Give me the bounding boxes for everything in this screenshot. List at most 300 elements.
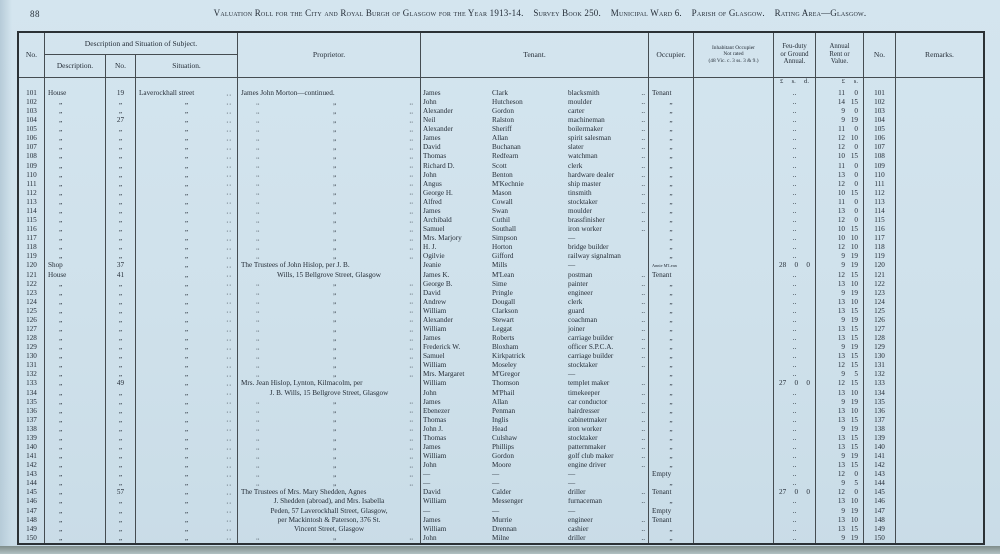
ditto-dots: .. xyxy=(256,397,260,406)
page-edge-shadow-bottom xyxy=(0,546,1000,554)
cell-street-no: 57 xyxy=(106,488,136,497)
cell-rowno: 132 xyxy=(19,370,45,379)
cell-situation: „ .. xyxy=(136,452,238,461)
cell-feu: .. xyxy=(774,343,816,352)
header-feu-line3: Annual. xyxy=(783,58,806,66)
leader-dots: .. xyxy=(641,461,645,470)
cell-rowno-right: 135 xyxy=(864,398,896,407)
cell-occupier: „ xyxy=(649,452,694,461)
cell-street-no: „ xyxy=(106,171,136,180)
cell-rent xyxy=(816,443,864,452)
rent-pounds: 9 xyxy=(841,116,845,125)
cell-remarks xyxy=(896,425,983,434)
table-row xyxy=(19,361,983,370)
cell-rent xyxy=(816,434,864,443)
tenant-forename: Mrs. Margaret xyxy=(423,370,465,379)
tenant-surname: Ralston xyxy=(492,116,514,125)
cell-remarks xyxy=(896,280,983,289)
cell-occupier: „ xyxy=(649,334,694,343)
cell-rowno-right: 123 xyxy=(864,289,896,298)
tenant-forename: Angus xyxy=(423,179,442,188)
ditto-mark: „ xyxy=(333,252,337,261)
cell-feu: .. xyxy=(774,325,816,334)
leader-dots: .. xyxy=(226,343,232,352)
cell-proprietor xyxy=(238,143,421,152)
tenant-occupation: stocktaker xyxy=(568,197,598,206)
cell-situation: „ .. xyxy=(136,343,238,352)
ditto-mark: „ xyxy=(333,397,337,406)
cell-tenant xyxy=(421,425,649,434)
header-tenant: Tenant. xyxy=(421,33,649,77)
rent-shillings: 10 xyxy=(850,234,858,243)
cell-inhabitant xyxy=(694,153,774,162)
ditto-dots: .. xyxy=(409,225,413,234)
page-header xyxy=(0,5,1000,23)
ditto-mark: „ xyxy=(333,279,337,288)
rent-pounds: 12 xyxy=(837,143,845,152)
cell-inhabitant xyxy=(694,107,774,116)
cell-tenant xyxy=(421,416,649,425)
ditto-mark: „ xyxy=(333,98,337,107)
ditto-mark: „ xyxy=(333,470,337,479)
tenant-surname: Cowall xyxy=(492,197,513,206)
tenant-occupation: bridge builder xyxy=(568,243,609,252)
cell-inhabitant xyxy=(694,307,774,316)
cell-occupier: „ xyxy=(649,98,694,107)
page-number: 88 xyxy=(30,9,40,19)
rent-pounds: 9 xyxy=(841,252,845,261)
cell-rowno-right: 122 xyxy=(864,280,896,289)
tenant-forename: James xyxy=(423,207,441,215)
cell-rowno-right: 133 xyxy=(864,380,896,389)
cell-occupier: „ xyxy=(649,407,694,416)
tenant-surname: Thomson xyxy=(492,379,520,388)
header-annual-rent xyxy=(816,33,864,77)
tenant-forename: Andrew xyxy=(423,297,447,306)
cell-occupier: „ xyxy=(649,316,694,325)
cell-tenant xyxy=(421,325,649,334)
ditto-dots: .. xyxy=(409,370,413,379)
cell-occupier: „ xyxy=(649,380,694,389)
table-row xyxy=(19,525,983,534)
rent-shillings: 19 xyxy=(850,452,858,461)
cell-feu: .. xyxy=(774,470,816,479)
table-row xyxy=(19,261,983,270)
cell-tenant xyxy=(421,216,649,225)
header-rent-line3: Value. xyxy=(830,58,849,66)
rent-pounds: 9 xyxy=(841,533,845,542)
cell-proprietor xyxy=(238,298,421,307)
tenant-forename: Samuel xyxy=(423,352,445,361)
leader-dots: .. xyxy=(641,116,645,125)
cell-rent xyxy=(816,89,864,98)
cell-inhabitant xyxy=(694,352,774,361)
cell-tenant xyxy=(421,361,649,370)
cell-rowno-right: 150 xyxy=(864,534,896,543)
tenant-occupation: slater xyxy=(568,143,584,152)
cell-tenant xyxy=(421,352,649,361)
cell-street-no: 49 xyxy=(106,380,136,389)
ditto-dots: .. xyxy=(409,406,413,415)
cell-proprietor xyxy=(238,280,421,289)
cell-rent xyxy=(816,289,864,298)
cell-remarks xyxy=(896,389,983,398)
cell-tenant xyxy=(421,143,649,152)
tenant-occupation: coachman xyxy=(568,315,598,324)
cell-occupier: „ xyxy=(649,416,694,425)
leader-dots: .. xyxy=(226,452,232,461)
tenant-forename: Mrs. Marjory xyxy=(423,234,462,243)
tenant-surname: Gifford xyxy=(492,252,514,261)
cell-remarks xyxy=(896,407,983,416)
cell-rowno: 112 xyxy=(19,189,45,198)
cell-proprietor: James John Morton—continued. xyxy=(238,89,421,98)
ditto-mark: „ xyxy=(333,433,337,442)
cell-street-no: „ xyxy=(106,125,136,134)
header-occupier: Occupier. xyxy=(649,33,694,77)
cell-description: „ xyxy=(45,298,106,307)
rent-pounds: 13 xyxy=(837,170,845,179)
ditto-dots: .. xyxy=(256,424,260,433)
cell-situation: „ .. xyxy=(136,216,238,225)
rent-pounds: 12 xyxy=(837,361,845,370)
cell-feu: .. xyxy=(774,125,816,134)
tenant-surname: Calder xyxy=(492,488,512,497)
leader-dots: .. xyxy=(226,89,232,97)
tenant-occupation: carter xyxy=(568,107,585,116)
tenant-occupation: timekeeper xyxy=(568,388,600,397)
leader-dots: .. xyxy=(226,161,232,170)
cell-description: „ xyxy=(45,416,106,425)
cell-situation: „ .. xyxy=(136,271,238,280)
cell-feu: .. xyxy=(774,243,816,252)
ditto-dots: .. xyxy=(256,452,260,461)
ditto-dots: .. xyxy=(409,279,413,288)
cell-rent xyxy=(816,171,864,180)
cell-tenant xyxy=(421,370,649,379)
cell-remarks xyxy=(896,370,983,379)
cell-proprietor xyxy=(238,243,421,252)
cell-proprietor xyxy=(238,452,421,461)
cell-feu xyxy=(774,380,816,389)
cell-occupier: „ xyxy=(649,352,694,361)
leader-dots: .. xyxy=(226,315,232,324)
ditto-dots: .. xyxy=(256,288,260,297)
ditto-dots: .. xyxy=(409,361,413,370)
cell-rent xyxy=(816,534,864,543)
cell-occupier: „ xyxy=(649,207,694,216)
ditto-dots: .. xyxy=(256,143,260,152)
cell-inhabitant xyxy=(694,289,774,298)
cell-rent xyxy=(816,252,864,261)
tenant-occupation: furnaceman xyxy=(568,497,602,506)
ditto-dots: .. xyxy=(256,207,260,215)
rent-shillings: 0 xyxy=(854,143,858,152)
tenant-occupation: — xyxy=(568,370,576,379)
cell-tenant xyxy=(421,443,649,452)
ditto-dots: .. xyxy=(409,143,413,152)
cell-remarks xyxy=(896,325,983,334)
ditto-mark: „ xyxy=(333,352,337,361)
ditto-dots: .. xyxy=(409,197,413,206)
tenant-forename: Ebenezer xyxy=(423,406,450,415)
cell-street-no: „ xyxy=(106,443,136,452)
cell-feu: .. xyxy=(774,252,816,261)
cell-description: „ xyxy=(45,425,106,434)
cell-inhabitant xyxy=(694,171,774,180)
header-feu-duty xyxy=(774,33,816,77)
tenant-occupation: engineer xyxy=(568,515,593,524)
ditto-dots: .. xyxy=(256,461,260,470)
cell-tenant xyxy=(421,280,649,289)
cell-remarks xyxy=(896,516,983,525)
cell-description: „ xyxy=(45,162,106,171)
cell-situation: „ .. xyxy=(136,488,238,497)
tenant-occupation: car conductor xyxy=(568,397,608,406)
ditto-mark: „ xyxy=(333,443,337,451)
cell-tenant xyxy=(421,479,649,488)
rent-pounds: 13 xyxy=(837,297,845,306)
ditto-dots: .. xyxy=(256,152,260,161)
cell-inhabitant xyxy=(694,407,774,416)
table-row xyxy=(19,443,983,452)
cell-rowno: 138 xyxy=(19,425,45,434)
tenant-surname: M'Kechnie xyxy=(492,179,524,188)
leader-dots: .. xyxy=(641,270,645,279)
cell-tenant xyxy=(421,516,649,525)
cell-feu: .. xyxy=(774,180,816,189)
ditto-dots: .. xyxy=(256,297,260,306)
tenant-forename: James xyxy=(423,443,441,451)
feu-part: 0 xyxy=(806,488,810,497)
tenant-occupation: — xyxy=(568,506,576,515)
table-row xyxy=(19,234,983,243)
cell-occupier: Tenant xyxy=(649,488,694,497)
cell-description: „ xyxy=(45,443,106,452)
ditto-dots: .. xyxy=(409,397,413,406)
ditto-mark: „ xyxy=(333,107,337,116)
cell-rent xyxy=(816,134,864,143)
cell-feu: .. xyxy=(774,425,816,434)
cell-street-no: „ xyxy=(106,234,136,243)
cell-feu: .. xyxy=(774,434,816,443)
cell-inhabitant xyxy=(694,380,774,389)
tenant-occupation: moulder xyxy=(568,207,592,215)
ditto-dots: .. xyxy=(256,433,260,442)
cell-proprietor: Peden, 57 Laverockhall Street, Glasgow, xyxy=(238,507,421,516)
rent-pounds: 11 xyxy=(838,125,845,134)
tenant-forename: John J. xyxy=(423,424,443,433)
cell-inhabitant xyxy=(694,143,774,152)
ditto-mark: „ xyxy=(333,370,337,379)
cell-street-no: „ xyxy=(106,243,136,252)
cell-description: „ xyxy=(45,289,106,298)
cell-proprietor: Vincent Street, Glasgow xyxy=(238,525,421,534)
cell-occupier: „ xyxy=(649,252,694,261)
cell-street-no: 41 xyxy=(106,271,136,280)
cell-street-no: „ xyxy=(106,325,136,334)
cell-occupier: „ xyxy=(649,525,694,534)
tenant-forename: H. J. xyxy=(423,243,437,252)
tenant-occupation: hardware dealer xyxy=(568,170,615,179)
cell-description: „ xyxy=(45,343,106,352)
cell-rent xyxy=(816,207,864,216)
table-header-row xyxy=(19,33,983,78)
cell-rent xyxy=(816,261,864,270)
ditto-mark: „ xyxy=(333,216,337,225)
tenant-forename: John xyxy=(423,388,437,397)
cell-tenant xyxy=(421,171,649,180)
ditto-mark: „ xyxy=(333,288,337,297)
cell-rent xyxy=(816,216,864,225)
ditto-dots: .. xyxy=(256,243,260,252)
tenant-occupation: patternmaker xyxy=(568,443,606,451)
leader-dots: .. xyxy=(641,134,645,143)
money-header-row xyxy=(19,78,983,89)
cell-feu: .. xyxy=(774,361,816,370)
cell-tenant xyxy=(421,289,649,298)
tenant-occupation: cashier xyxy=(568,524,589,533)
cell-street-no: 27 xyxy=(106,116,136,125)
tenant-surname: Moseley xyxy=(492,361,517,370)
tenant-occupation: cabinetmaker xyxy=(568,415,607,424)
tenant-surname: — xyxy=(492,506,500,515)
cell-rowno: 125 xyxy=(19,307,45,316)
cell-description: „ xyxy=(45,498,106,507)
leader-dots: .. xyxy=(226,134,232,143)
tenant-forename: Frederick W. xyxy=(423,343,461,352)
ditto-dots: .. xyxy=(256,225,260,234)
rent-pounds: 12 xyxy=(837,243,845,252)
leader-dots: .. xyxy=(641,433,645,442)
cell-inhabitant xyxy=(694,162,774,171)
table-row xyxy=(19,352,983,361)
cell-situation: „ .. xyxy=(136,207,238,216)
rent-shillings: 0 xyxy=(854,89,858,97)
cell-tenant xyxy=(421,153,649,162)
tenant-forename: William xyxy=(423,452,447,461)
cell-tenant xyxy=(421,107,649,116)
leader-dots: .. xyxy=(226,179,232,188)
cell-inhabitant xyxy=(694,443,774,452)
rent-pounds: 9 xyxy=(841,397,845,406)
rent-shillings: 15 xyxy=(850,306,858,315)
cell-proprietor xyxy=(238,470,421,479)
table-row xyxy=(19,280,983,289)
cell-rowno: 148 xyxy=(19,516,45,525)
tenant-forename: George H. xyxy=(423,188,453,197)
cell-rowno-right: 134 xyxy=(864,389,896,398)
table-row xyxy=(19,398,983,407)
money-spacer xyxy=(19,78,45,89)
cell-tenant xyxy=(421,380,649,389)
cell-rowno: 135 xyxy=(19,398,45,407)
cell-proprietor xyxy=(238,162,421,171)
cell-inhabitant xyxy=(694,134,774,143)
cell-inhabitant xyxy=(694,261,774,270)
cell-description: „ xyxy=(45,234,106,243)
tenant-surname: M'Gregor xyxy=(492,370,521,379)
cell-street-no: „ xyxy=(106,225,136,234)
rent-shillings: 15 xyxy=(850,461,858,470)
cell-street-no: „ xyxy=(106,307,136,316)
cell-rowno: 111 xyxy=(19,180,45,189)
rent-pounds: 10 xyxy=(837,234,845,243)
cell-description: House xyxy=(45,89,106,98)
cell-occupier: „ xyxy=(649,107,694,116)
cell-feu: .. xyxy=(774,280,816,289)
cell-description: „ xyxy=(45,189,106,198)
tenant-forename: Alexander xyxy=(423,107,453,116)
tenant-surname: Phillips xyxy=(492,443,514,451)
cell-situation: „ .. xyxy=(136,298,238,307)
cell-occupier: „ xyxy=(649,307,694,316)
ditto-dots: .. xyxy=(409,107,413,116)
cell-remarks xyxy=(896,125,983,134)
leader-dots: .. xyxy=(641,397,645,406)
ditto-mark: „ xyxy=(333,143,337,152)
cell-street-no: „ xyxy=(106,470,136,479)
cell-proprietor xyxy=(238,370,421,379)
ditto-dots: .. xyxy=(256,334,260,343)
cell-feu: .. xyxy=(774,116,816,125)
tenant-surname: Clark xyxy=(492,89,508,97)
cell-inhabitant xyxy=(694,389,774,398)
cell-situation: „ .. xyxy=(136,443,238,452)
cell-proprietor xyxy=(238,171,421,180)
tenant-occupation: tinsmith xyxy=(568,188,592,197)
cell-proprietor: Mrs. Jean Hislop, Lynton, Kilmacolm, per xyxy=(238,380,421,389)
rent-shillings: 19 xyxy=(850,533,858,542)
cell-feu xyxy=(774,488,816,497)
rent-shillings: 15 xyxy=(850,361,858,370)
cell-occupier: „ xyxy=(649,189,694,198)
cell-situation: „ .. xyxy=(136,398,238,407)
rent-pounds: 13 xyxy=(837,461,845,470)
ditto-mark: „ xyxy=(333,197,337,206)
ditto-dots: .. xyxy=(409,116,413,125)
cell-inhabitant xyxy=(694,434,774,443)
cell-situation: „ .. xyxy=(136,434,238,443)
cell-occupier: „ xyxy=(649,325,694,334)
ditto-dots: .. xyxy=(409,98,413,107)
tenant-occupation: stocktaker xyxy=(568,433,598,442)
cell-tenant xyxy=(421,98,649,107)
ditto-dots: .. xyxy=(256,370,260,379)
cell-situation: „ .. xyxy=(136,334,238,343)
table-row xyxy=(19,452,983,461)
cell-rent xyxy=(816,389,864,398)
cell-rowno: 101 xyxy=(19,89,45,98)
table-row xyxy=(19,516,983,525)
rent-pounds: 13 xyxy=(837,207,845,215)
cell-rowno: 139 xyxy=(19,434,45,443)
ditto-dots: .. xyxy=(256,197,260,206)
ditto-mark: „ xyxy=(333,406,337,415)
ditto-dots: .. xyxy=(409,470,413,479)
cell-proprietor xyxy=(238,207,421,216)
tenant-occupation: hairdresser xyxy=(568,406,600,415)
rent-shillings: 19 xyxy=(850,261,858,270)
ditto-dots: .. xyxy=(409,188,413,197)
cell-occupier: „ xyxy=(649,198,694,207)
cell-description: „ xyxy=(45,370,106,379)
leader-dots: .. xyxy=(226,443,232,451)
cell-tenant xyxy=(421,343,649,352)
cell-tenant xyxy=(421,162,649,171)
cell-situation: „ .. xyxy=(136,470,238,479)
cell-proprietor xyxy=(238,479,421,488)
